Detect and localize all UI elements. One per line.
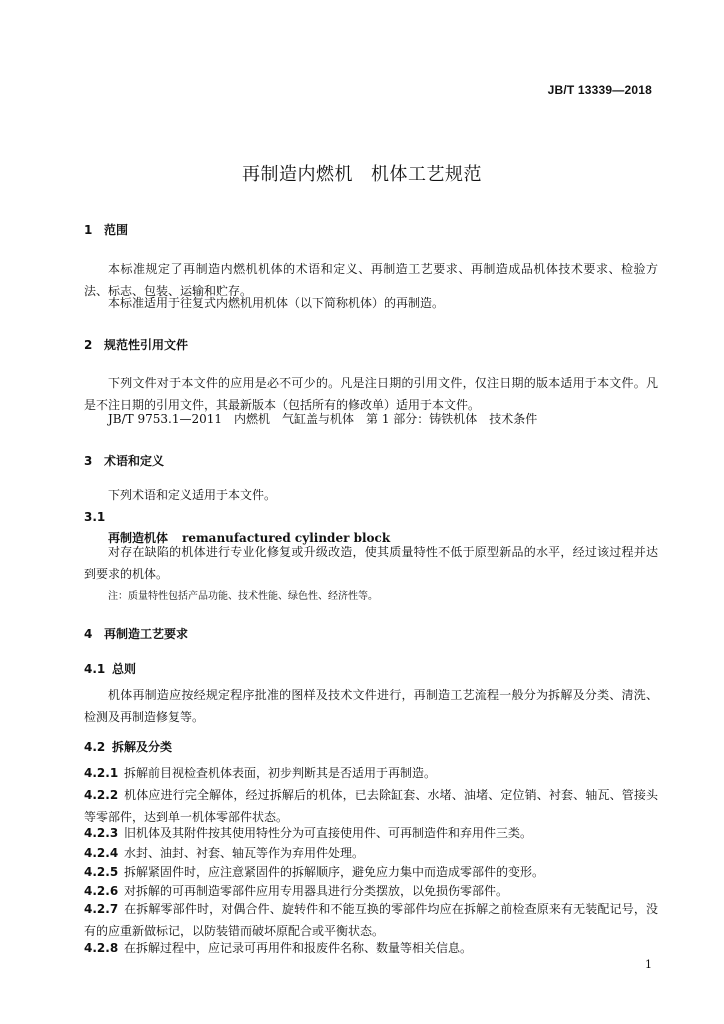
section-1-paragraph-1: 本标准规定了再制造内燃机机体的术语和定义、再制造工艺要求、再制造成品机体技术要求、检验方法、标志、包装、运输和贮存。	[84, 262, 658, 298]
term-en: remanufactured cylinder block	[182, 531, 391, 545]
section-4-heading: 4 再制造工艺要求	[84, 627, 189, 641]
clause-4-2-3: 4.2.3 旧机体及其附件按其使用特性分为可直接使用件、可再制造件和弃用件三类。	[84, 826, 533, 840]
section-1-paragraph-2: 本标准适用于往复式内燃机用机体（以下简称机体）的再制造。	[108, 296, 445, 310]
page-number: 1	[645, 958, 652, 971]
section-4-1-heading: 4.1 总则	[84, 662, 137, 676]
standard-number: JB/T 13339—2018	[547, 83, 652, 97]
term-note: 注：质量特性包括产品功能、技术性能、绿色性、经济性等。	[108, 591, 378, 602]
section-1-heading: 1 范围	[84, 223, 129, 237]
section-2-paragraph-1: 下列文件对于本文件的应用是必不可少的。凡是注日期的引用文件，仅注日期的版本适用于本文件。凡是不注日期的引用文件，其最新版本（包括所有的修改单）适用于本文件。	[84, 376, 658, 412]
clause-4-2-7: 4.2.7 在拆解零部件时，对偶合件、旋转件和不能互换的零部件均应在拆解之前检查原来有无装配记号，没有的应重新做标记，以防装错而破坏原配合或平衡状态。	[84, 902, 658, 938]
clause-4-2-4: 4.2.4 水封、油封、衬套、轴瓦等作为弃用件处理。	[84, 846, 365, 860]
clause-4-2-6: 4.2.6 对拆解的可再制造零部件应用专用器具进行分类摆放，以免损伤零部件。	[84, 884, 509, 898]
title-part2: 机体工艺规范	[371, 164, 482, 185]
section-2-heading: 2 规范性引用文件	[84, 338, 189, 352]
document-title	[0, 160, 724, 186]
clause-4-2-8: 4.2.8 在拆解过程中，应记录可再用件和报废件名称、数量等相关信息。	[84, 941, 473, 955]
term-definition: 对存在缺陷的机体进行专业化修复或升级改造，使其质量特性不低于原型新品的水平，经过该过程并达到要求的机体。	[84, 545, 658, 581]
clause-4-2-5: 4.2.5 拆解紧固件时，应注意紧固件的拆解顺序，避免应力集中而造成零部件的变形。	[84, 865, 545, 879]
section-4-2-heading: 4.2 拆解及分类	[84, 740, 173, 754]
title-part1: 再制造内燃机	[242, 164, 353, 185]
section-4-1-paragraph: 机体再制造应按经规定程序批准的图样及技术文件进行，再制造工艺流程一般分为拆解及分类、清洗、检测及再制造修复等。	[84, 688, 658, 724]
clause-4-2-2: 4.2.2 机体应进行完全解体，经过拆解后的机体，已去除缸套、水堵、油堵、定位销、衬套、轴瓦、管接头等零部件，达到单一机体零部件状态。	[84, 788, 658, 824]
clause-4-2-1: 4.2.1 拆解前目视检查机体表面，初步判断其是否适用于再制造。	[84, 766, 437, 780]
section-2-reference: JB/T 9753.1—2011 内燃机 气缸盖与机体 第 1 部分：铸铁机体 技术条件	[108, 412, 538, 426]
term-cn: 再制造机体	[108, 531, 169, 545]
term-number: 3.1	[84, 510, 106, 524]
section-3-heading: 3 术语和定义	[84, 454, 165, 468]
section-3-paragraph-1: 下列术语和定义适用于本文件。	[108, 488, 277, 502]
